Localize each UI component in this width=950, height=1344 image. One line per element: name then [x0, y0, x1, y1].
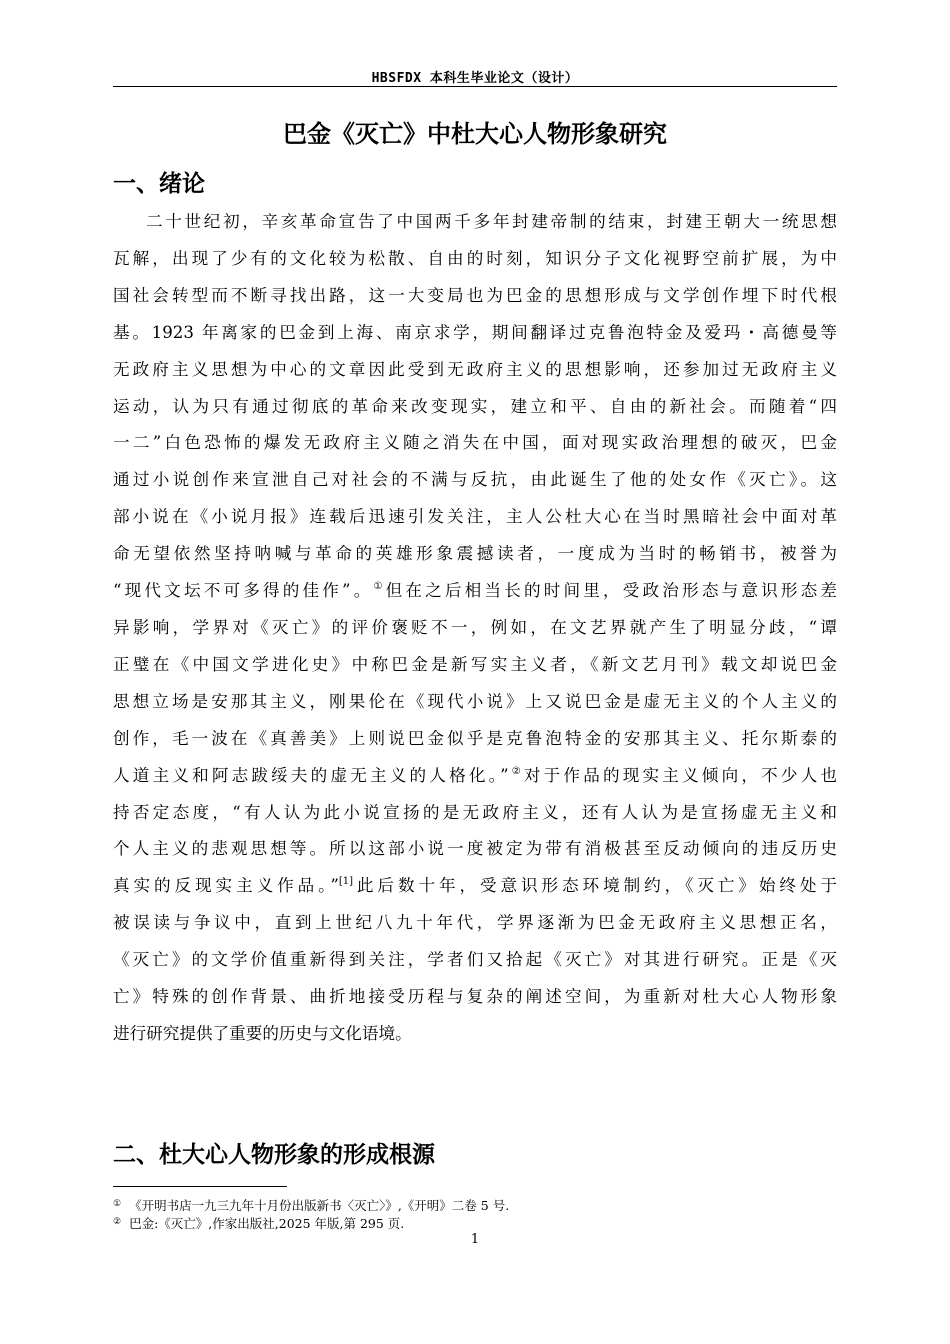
body-line: 被误读与争议中，直到上世纪八九十年代，学界逐渐为巴金无政府主义思想正名， — [113, 913, 837, 933]
section-heading-origins: 二、杜大心人物形象的形成根源 — [113, 1142, 435, 1168]
citation-marker[interactable]: ① — [373, 581, 386, 593]
body-line-text: 但在之后相当长的时间里，受政治形态与意识形态差 — [385, 581, 837, 601]
body-line: 国社会转型而不断寻找出路，这一大变局也为巴金的思想形成与文学创作埋下时代根 — [113, 285, 837, 305]
body-text — [113, 204, 837, 1053]
body-line: 个人主义的悲观思想等。所以这部小说一度被定为带有消极甚至反动倾向的违反历史 — [113, 839, 837, 859]
body-line: 命无望依然坚持呐喊与革命的英雄形象震撼读者，一度成为当时的畅销书，被誉为 — [113, 544, 837, 564]
body-line: 无政府主义思想为中心的文章因此受到无政府主义的思想影响，还参加过无政府主义 — [113, 359, 837, 379]
running-header: HBSFDX 本科生毕业论文（设计） — [371, 71, 579, 86]
body-line: 思想立场是安那其主义，刚果伦在《现代小说》上又说巴金是虚无主义的个人主义的 — [113, 691, 837, 711]
section-heading-introduction: 一、绪论 — [113, 171, 205, 197]
footnote-text: 《开明书店一九三九年十月份出版新书〈灭亡〉》,《开明》二卷 5 号. — [129, 1198, 510, 1213]
footnote-item — [113, 1214, 837, 1232]
body-line-text: 此后数十年，受意识形态环境制约，《灭亡》始终处于 — [353, 876, 837, 896]
body-line-text: 对于作品的现实主义倾向，不少人也 — [523, 765, 838, 785]
body-line: 创作，毛一波在《真善美》上则说巴金似乎是克鲁泡特金的安那其主义、托尔斯泰的 — [113, 728, 837, 748]
body-line-text: 人道主义和阿志跋绥夫的虚无主义的人格化。” — [113, 765, 509, 785]
body-line: 基。1923 年离家的巴金到上海、南京求学，期间翻译过克鲁泡特金及爱玛・高德曼等 — [113, 322, 837, 342]
body-line — [113, 758, 837, 795]
body-line: 异影响，学界对《灭亡》的评价褒贬不一，例如，在文艺界就产生了明显分歧，“谭 — [113, 617, 837, 637]
body-line — [113, 573, 837, 610]
body-line: 一二”白色恐怖的爆发无政府主义随之消失在中国，面对现实政治理想的破灭，巴金 — [113, 433, 837, 453]
body-line: 持否定态度，“有人认为此小说宣扬的是无政府主义，还有人认为是宣扬虚无主义和 — [113, 802, 837, 822]
footnote-rule — [113, 1186, 287, 1187]
header-rule — [113, 86, 837, 87]
footnote-marker: ① — [113, 1199, 122, 1209]
body-line: 部小说在《小说月报》连载后迅速引发关注，主人公杜大心在当时黑暗社会中面对革 — [113, 507, 837, 527]
body-line: 亡》特殊的创作背景、曲折地接受历程与复杂的阐述空间，为重新对杜大心人物形象 — [113, 987, 837, 1007]
body-line — [113, 868, 837, 905]
page-number: 1 — [470, 1232, 480, 1247]
citation-marker[interactable]: [1] — [338, 876, 353, 888]
body-line: 正璧在《中国文学进化史》中称巴金是新写实主义者，《新文艺月刊》载文却说巴金 — [113, 654, 837, 674]
body-line-text: “现代文坛不可多得的佳作”。 — [113, 581, 374, 601]
body-line: 运动，认为只有通过彻底的革命来改变现实，建立和平、自由的新社会。而随着“四 — [113, 396, 837, 416]
body-line: 进行研究提供了重要的历史与文化语境。 — [113, 1023, 412, 1043]
footnote-item — [113, 1196, 837, 1214]
citation-marker[interactable]: ② — [508, 765, 524, 777]
footnote-text: 巴金:《灭亡》,作家出版社,2025 年版,第 295 页. — [129, 1216, 405, 1231]
footnotes — [113, 1196, 837, 1232]
body-line: 通过小说创作来宣泄自己对社会的不满与反抗，由此诞生了他的处女作《灭亡》。这 — [113, 470, 837, 490]
body-line: 二十世纪初，辛亥革命宣告了中国两千多年封建帝制的结束，封建王朝大一统思想 — [146, 212, 837, 231]
body-line-text: 真实的反现实主义作品。” — [113, 876, 339, 896]
footnote-marker: ② — [113, 1217, 122, 1227]
paper-title: 巴金《灭亡》中杜大心人物形象研究 — [283, 120, 667, 148]
body-line: 《灭亡》的文学价值重新得到关注，学者们又拾起《灭亡》对其进行研究。正是《灭 — [113, 950, 837, 970]
body-line: 瓦解，出现了少有的文化较为松散、自由的时刻，知识分子文化视野空前扩展，为中 — [113, 248, 837, 268]
